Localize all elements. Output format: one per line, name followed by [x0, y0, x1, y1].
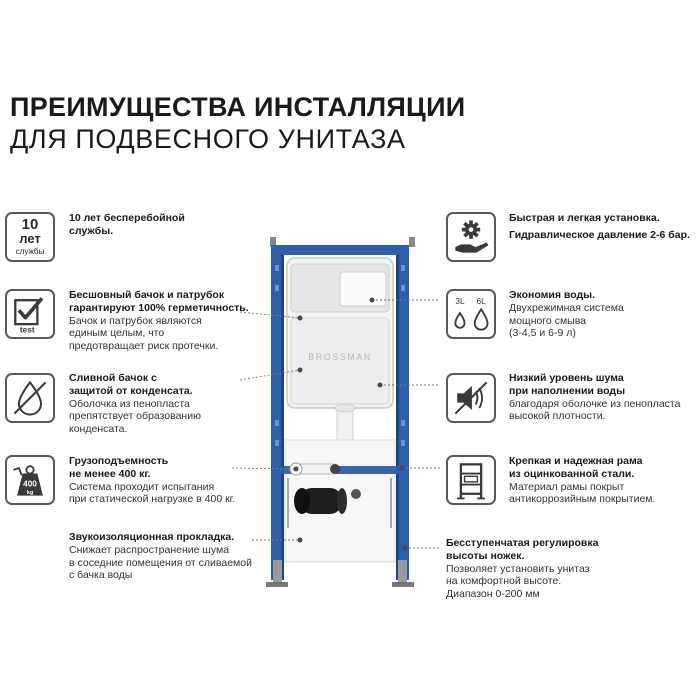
feature-service-life [69, 212, 185, 238]
feature-line: Диапазон 0-200 мм [446, 588, 540, 601]
feature-quick-installation [509, 212, 690, 242]
feature-line: антикоррозийным покрытием. [509, 493, 656, 506]
gear-hand-icon [446, 212, 496, 262]
feature-line: препятствует образованию [69, 410, 201, 423]
feature-heading: Экономия воды. [509, 289, 596, 301]
feature-line: единым целым, что [69, 327, 165, 340]
feature-line: Оболочка из пенопласта [69, 397, 190, 410]
page-subtitle: ДЛЯ ПОДВЕСНОГО УНИТАЗА [10, 124, 406, 154]
feature-heading-cont: службы. [69, 224, 114, 237]
svg-text:test: test [19, 325, 35, 335]
feature-load-capacity [69, 455, 235, 506]
feature-line: высокой плотности. [509, 410, 606, 423]
adjustable-foot-left [273, 560, 282, 584]
page-title: ПРЕИМУЩЕСТВА ИНСТАЛЛЯЦИИ [10, 92, 466, 122]
feature-line: с бачка воды [69, 569, 133, 582]
feature-line: благодаря оболочке из пенопласта [509, 397, 681, 410]
feature-line: мощного смыва [509, 314, 587, 327]
speaker-mute-icon [446, 373, 496, 423]
feature-heading: Бесступенчатая регулировка [446, 537, 599, 549]
warranty-word: лет [19, 231, 41, 246]
svg-text:kg: kg [26, 489, 34, 496]
feature-heading: Быстрая и легкая установка. [509, 212, 660, 224]
svg-text:6L: 6L [476, 296, 486, 306]
warranty-10-years-icon [5, 212, 55, 262]
warranty-number: 10 [21, 216, 39, 233]
feature-line: (3-4,5 и 6-9 л) [509, 327, 576, 340]
feature-line: при статической нагрузке в 400 кг. [69, 493, 236, 506]
feature-heading-cont: защитой от конденсата. [69, 384, 193, 397]
frame-icon [446, 455, 496, 505]
feature-height-adjustment [446, 537, 599, 601]
water-drop-icon [5, 373, 55, 423]
feature-heading: Звукоизоляционная прокладка. [69, 531, 235, 543]
feature-line: предотвращает риск протечки. [69, 340, 219, 353]
feature-heading: Грузоподъемность [69, 455, 169, 467]
checkmark-test-icon [5, 289, 55, 339]
feature-heading: 10 лет бесперебойной [69, 212, 185, 224]
frame-top-bar [271, 245, 409, 255]
feature-line: в соседние помещения от сливаемой [69, 556, 252, 569]
feature-line: на комфортной высоте. [446, 575, 562, 588]
adjustable-foot-right [398, 560, 407, 584]
feature-sound-insulation [69, 531, 252, 582]
feature-line: Система проходит испытания [69, 480, 215, 493]
brand-label: BROSSMAN [308, 352, 372, 362]
feature-heading: Низкий уровень шума [509, 372, 624, 384]
feature-seamless-tank [69, 289, 249, 353]
svg-text:3L: 3L [455, 296, 465, 306]
feature-low-noise [509, 372, 680, 423]
feature-line: Двухрежимная система [509, 301, 624, 314]
weight-400kg-icon [5, 455, 55, 505]
feature-heading-cont: не менее 400 кг. [69, 467, 151, 480]
feature-water-saving [509, 289, 624, 340]
feature-heading: Бесшовный бачок и патрубок [69, 289, 225, 301]
feature-line: конденсата. [69, 423, 128, 436]
feature-condensation-protection [69, 372, 201, 436]
feature-heading: Крепкая и надежная рама [509, 455, 643, 467]
feature-line: Позволяет установить унитаз [446, 562, 590, 575]
feature-heading-cont: высоты ножек. [446, 549, 525, 562]
feature-heading-cont: из оцинкованной стали. [509, 467, 635, 480]
feature-heading: Сливной бачок с [69, 372, 157, 384]
feature-line: Бачок и патрубок являются [69, 314, 202, 327]
water-drops-icon [446, 289, 496, 339]
feature-line: Материал рамы покрыт [509, 480, 625, 493]
feature-line: Снижает распространение шума [69, 543, 230, 556]
svg-text:400: 400 [23, 479, 37, 489]
warranty-sub: службы [15, 247, 45, 256]
feature-heading-cont: при наполнении воды [509, 384, 626, 397]
feature-steel-frame [509, 455, 655, 506]
feature-heading-cont: гарантируют 100% герметичность. [69, 301, 249, 314]
feature-heading-cont: Гидравлическое давление 2-6 бар. [509, 228, 690, 241]
